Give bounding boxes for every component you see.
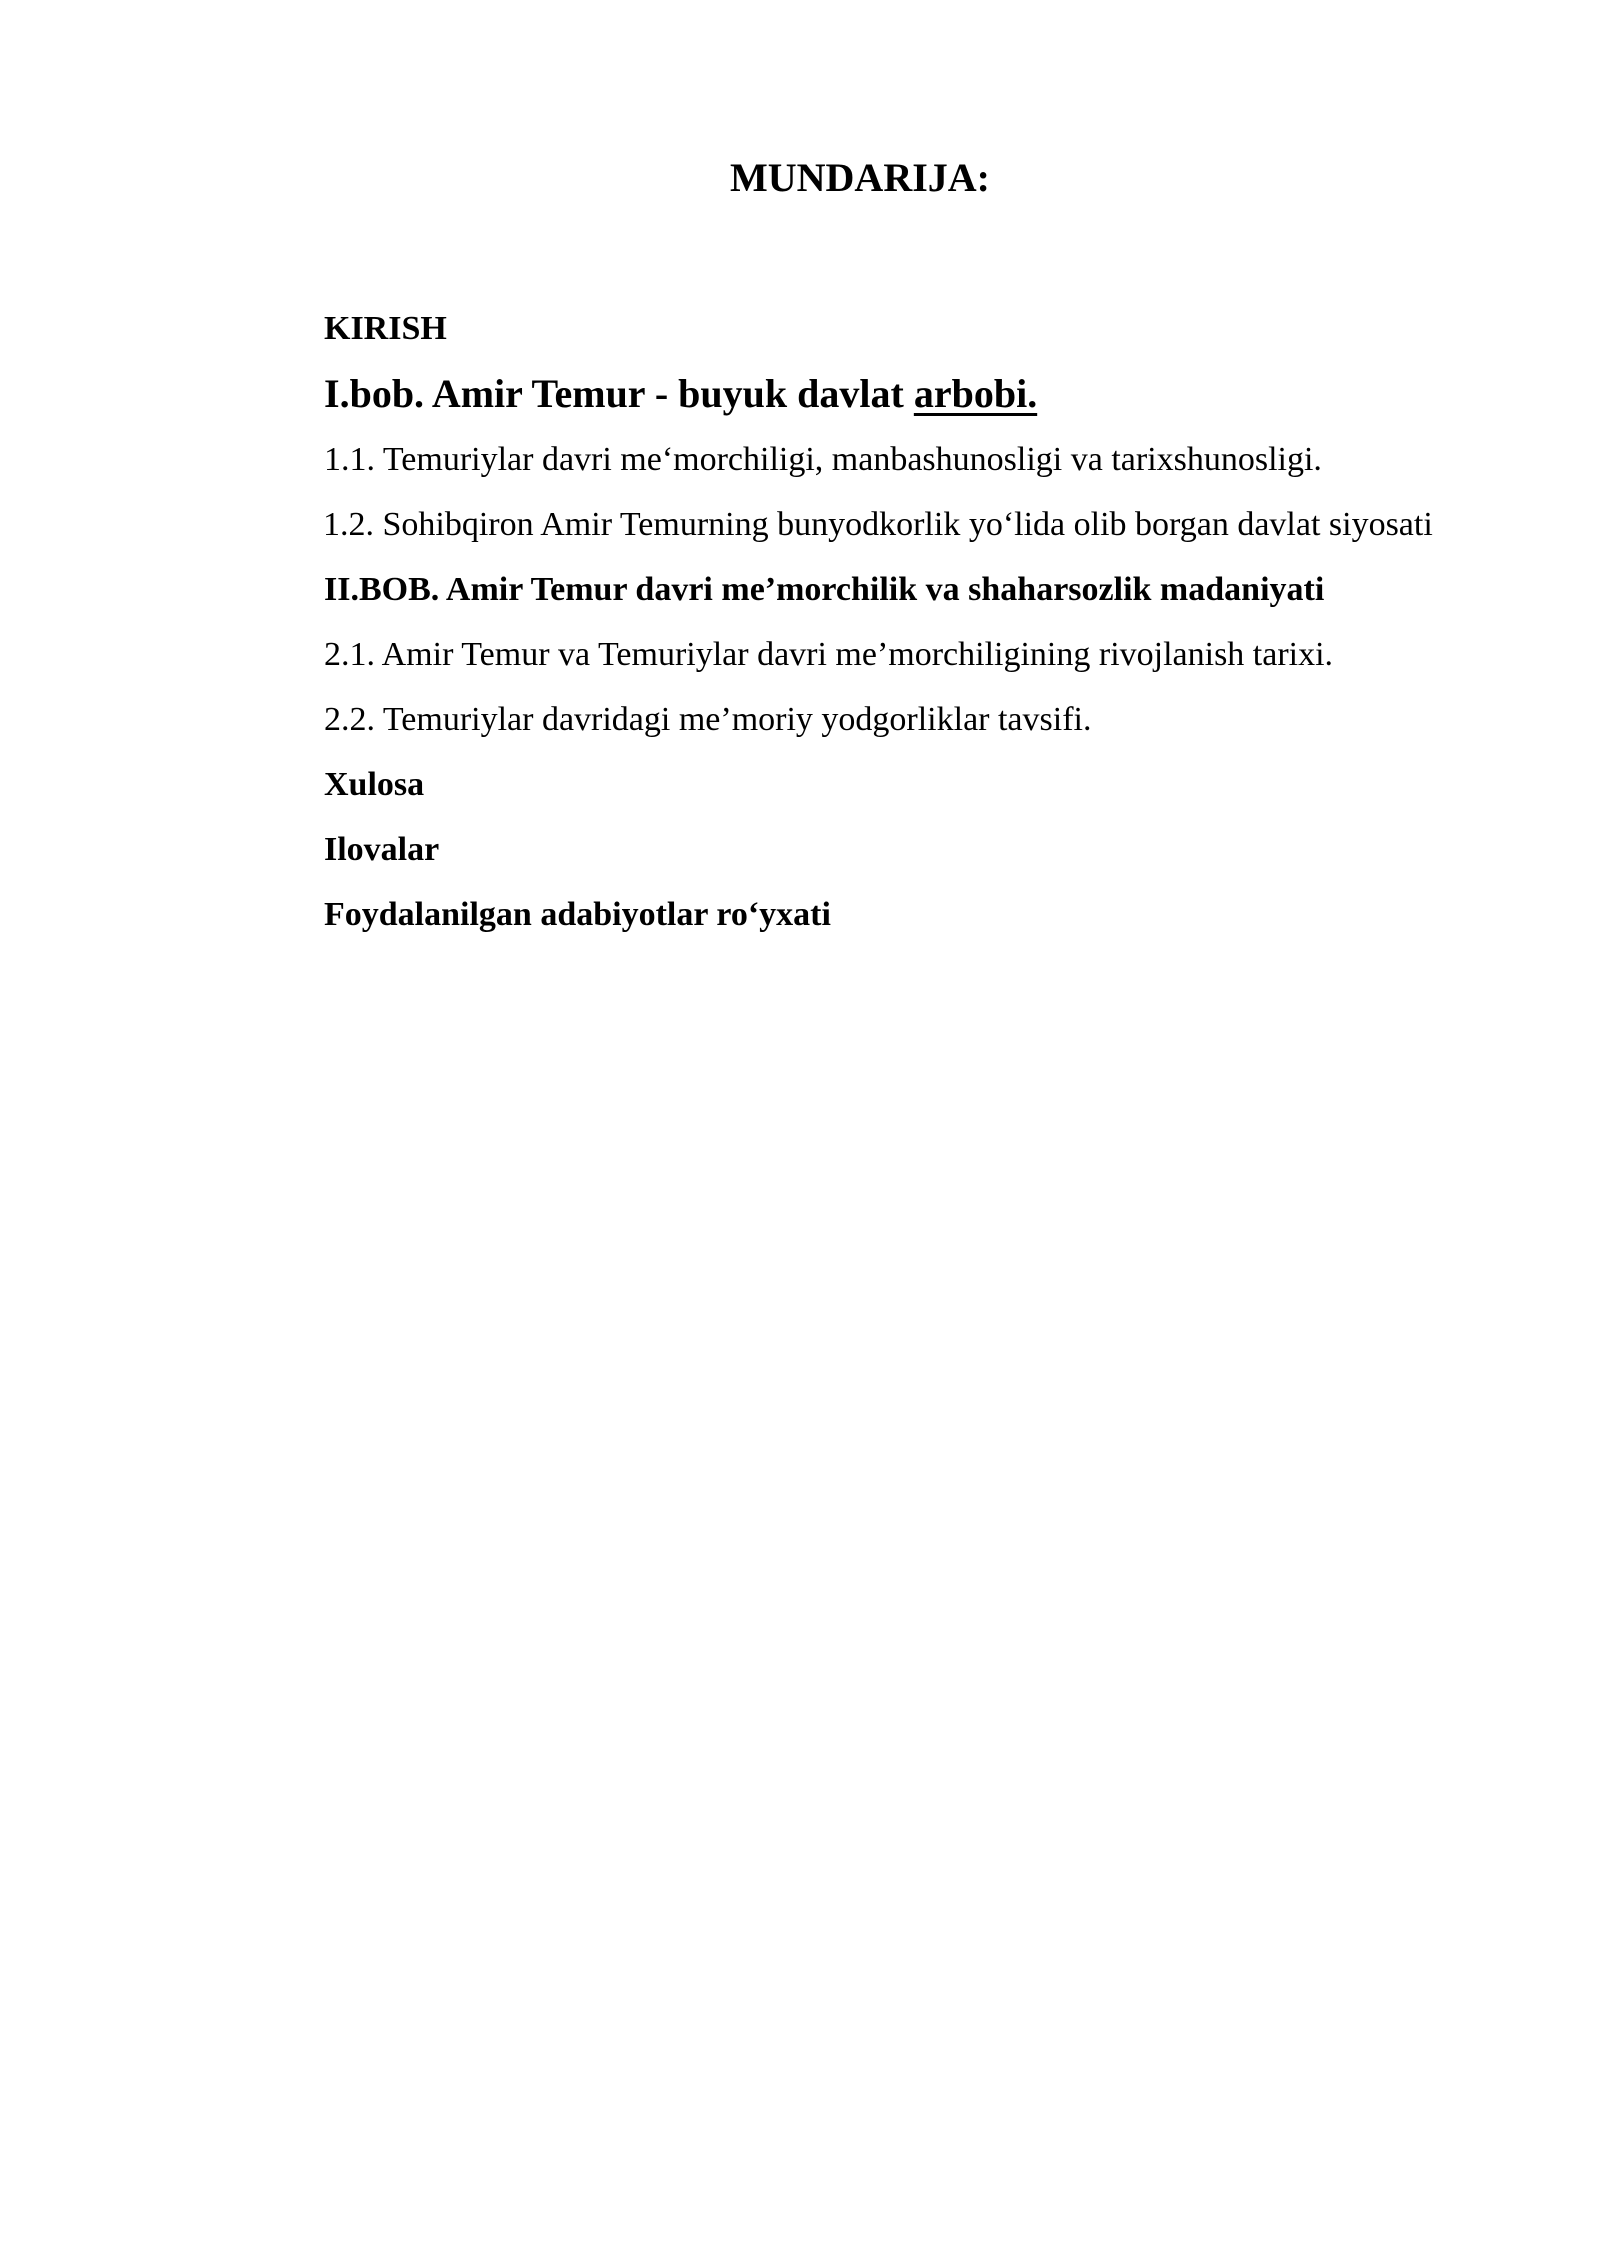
toc-entry-chapter-1 xyxy=(228,361,1478,427)
toc-entry-1-2: 1.2. Sohibqiron Amir Temurning bunyodkorlik yo‘lida olib borgan davlat siyosati xyxy=(323,506,1433,543)
toc-entry-xulosa: Xulosa xyxy=(324,766,425,803)
toc-entry-adabiyotlar: Foydalanilgan adabiyotlar ro‘yxati xyxy=(324,896,831,933)
toc-entry-2-2: 2.2. Temuriylar davridagi me’moriy yodgorliklar tavsifi. xyxy=(324,701,1092,738)
toc-entry-ilovalar: Ilovalar xyxy=(324,831,440,868)
toc-entry-2-1: 2.1. Amir Temur va Temuriylar davri me’morchiligining rivojlanish tarixi. xyxy=(324,636,1334,673)
toc-entry-1-1: 1.1. Temuriylar davri me‘morchiligi, manbashunosligi va tarixshunosligi. xyxy=(324,441,1322,478)
toc-entry-chapter-2: II.BOB. Amir Temur davri me’morchilik va shaharsozlik madaniyati xyxy=(324,571,1325,608)
table-of-contents xyxy=(228,296,1478,947)
chapter-1-title-underlined: arbobi. xyxy=(913,371,1038,416)
chapter-1-title: I.bob. Amir Temur - buyuk davlat xyxy=(324,371,914,416)
toc-entry-kirish: KIRISH xyxy=(324,310,447,347)
page-title: MUNDARIJA: xyxy=(730,155,990,200)
